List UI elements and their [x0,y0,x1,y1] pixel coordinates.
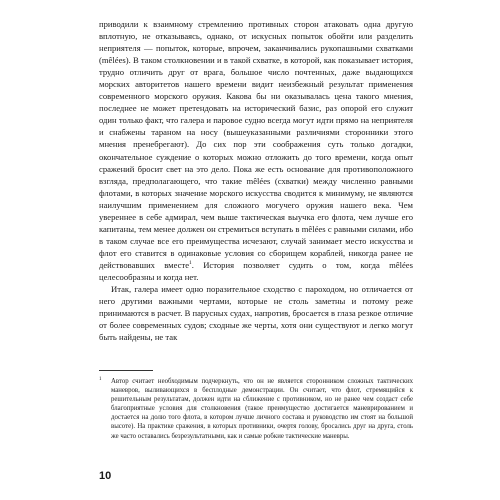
main-text [99,18,413,343]
paragraph-1 [99,18,413,283]
footnote-separator [99,370,153,371]
paragraph-1-text: приводили к взаимному стремлению противных сторон атаковать одна другую вплотную, не отказываясь, однако, от искусных попыток обойти или разделить неприятеля — попыток, которые, впрочем, заканчивались рукопашными схватками (mêlées). В таком столкновении и в такой схватке, в которой, как показывает история, трудно отличить друг от врага, большое число почтенных, даже выдающихся морских авторитетов нашего времени видит неизбежный результат применения современного морского оружия. Какова бы ни оказывалась цена такого мнения, последнее не может претендовать на исторический базис, раз опорой его служит один только факт, что галера и паровое судно всегда могут идти прямо на неприятеля и снабжены тараном на носу (вышеуказанными различиями сторонники этого мнения пренебрегают). До сих пор эти соображения суть только догадки, окончательное суждение о которых можно отложить до того времени, когда опыт сражений бросит свет на это дело. Пока же есть основание для противоположного взгляда, предполагающего, что такие mêlées (схватки) между численно равными флотами, в которых значение морского искусства сводится к минимуму, не являются наилучшим применением для сложного могучего оружия нашего века. Чем увереннее в себе адмирал, чем выше тактическая выучка его флота, чем лучше его капитаны, тем менее должен он стремиться вступать в mêlées с равными силами, ибо в таком случае все его преимущества исчезают, случай занимает место искусства и флот его ставится в одинаковые условия со сборищем кораблей, никогда ранее не действовавших вместе [99,19,413,270]
footnote-text: Автор считает необходимым подчеркнуть, что он не является сторонником сложных тактических маневров, выливающихся в бесплодные демонстрации. Он считает, что флот, стремящийся к решительным результатам, должен идти на сближение с противником, но не ранее чем создаст себе благоприятные условия для столкновения (такое преимущество достигается маневрированием и достается на долю того флота, в котором лучше личного состава и руководство им стоят на большой высоте). На практике сражения, в которых противники, очертя голову, бросались друг на друга, столь же часто оставались безрезультатными, как и самые робкие тактические маневры. [111,378,413,440]
paragraph-1-tail: . История позволяет судить о том, когда mêlées целесообразны и когда нет. [99,259,413,282]
footnote: 1 Автор считает необходимым подчеркнуть, что он не является сторонником сложных тактических маневров, выливающихся в бесплодные демонстрации. Он считает, что флот, стремящийся к решительным результатам, должен идти на сближение с противником, но не ранее чем создаст себе благоприятные условия для столкновения (такое преимущество достигается маневрированием и достается на долю того флота, в котором лучше личного состава и руководство им стоят на большой высоте). На практике сражения, в которых противники, очертя голову, бросались друг на друга, столь же часто оставались безрезультатными, как и самые робкие тактические маневры. [99,376,413,440]
paragraph-2 [99,283,413,343]
footnote-reference: 1 [189,260,192,267]
page-number: 10 [99,470,112,482]
paragraph-2-text: Итак, галера имеет одно поразительное сходство с пароходом, но отличается от него другими важными чертами, которые не столь заметны и потому реже принимаются в расчет. В парусных судах, напротив, бросается в глаза резкое отличие от более современных судов; сходные же черты, хотя они существуют и легко могут быть найдены, не так [99,284,413,343]
